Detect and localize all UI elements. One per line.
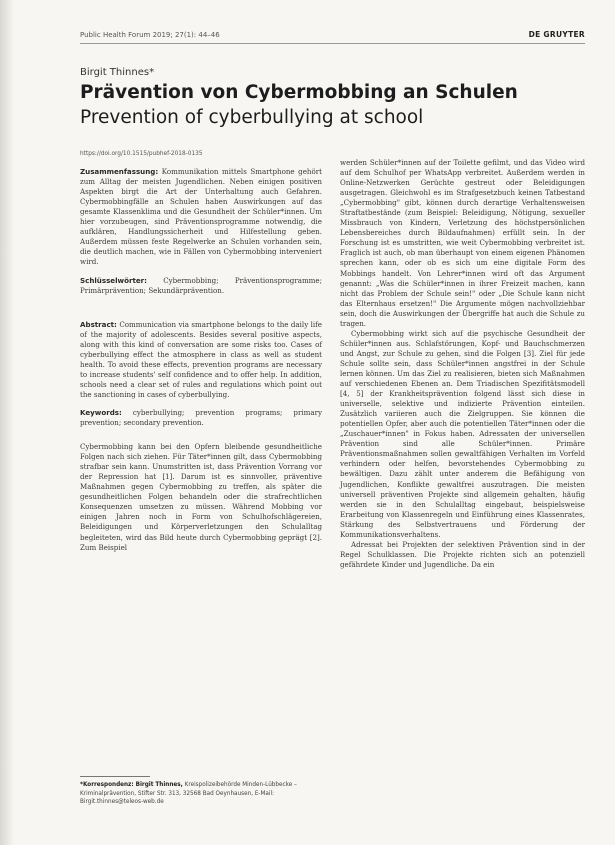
right-column (340, 158, 585, 570)
body-paragraph: Adressat bei Projekten der selektiven Prävention sind in der Regel Schulklassen. Die Projekte richten sich an potenziell gefährdete Kinder und Jugendliche. Da ein (340, 539, 585, 569)
footnote-label: *Korrespondenz: Birgit Thinnes, (80, 782, 183, 788)
title-german: Prävention von Cybermobbing an Schulen (80, 82, 518, 103)
body-paragraph: Cybermobbing kann bei den Opfern bleibende gesundheitliche Folgen nach sich ziehen. Für Täter*innen gilt, dass Cybermobbing strafbar sein kann. Unumstritten ist, dass Prävention Vorrang vor der Repression hat [1]. Darum ist es sinnvoller, präventive Maßnahmen gegen Cybermobbing zu treffen, als später die gesundheitlichen Folgen behandeln oder die strafrechtlichen Konsequenzen umsetzen zu müssen. Während Mobbing vor einigen Jahren noch in Form von Schulhofschlägereien, Beleidigungen und Körperverletzungen den Schulalltag begleiteten, wird das Bild heute durch Cybermobbing geprägt [2]. Zum Beispiel (80, 442, 322, 552)
keywords-german-label: Schlüsselwörter: (80, 275, 147, 285)
header-rule (80, 43, 585, 44)
keywords-german (80, 276, 322, 296)
abstract-english-label: Abstract: (80, 319, 117, 329)
journal-citation: Public Health Forum 2019; 27(1): 44–46 (80, 31, 220, 39)
abstract-german-text: Kommunikation mittels Smartphone gehört zum Alltag der meisten Jugendlichen. Neben einigen positiven Aspekten birgt die Art der Unterhaltung auch Gefahren. Cybermobbingfälle an Schulen haben Auswirkungen auf das gesamte Klassenklima und die Gesundheit der Schüler*innen. Um hier vorzubeugen, sind Präventionsprogramme notwendig, die aufklären, Handlungssicherheit und Hilfestellung geben. Außerdem müssen feste Regelwerke an Schulen vorhanden sein, die deutlich machen, wie in Fällen von Cybermobbing interveniert wird. (80, 167, 322, 267)
keywords-english (80, 408, 322, 428)
body-paragraph: Cybermobbing wirkt sich auf die psychische Gesundheit der Schüler*innen aus. Schlafstörungen, Kopf- und Bauchschmerzen und Angst, zur Schule zu gehen, sind die Folgen [3]. Ziel für jede Schule sollte sein, dass Schüler*innen angstfrei in der Schule lernen können. Um das Ziel zu realisieren, bieten sich Maßnahmen auf verschiedenen Ebenen an. Dem Triadischen Spezifitätsmodell [4, 5] der Krankheitsprävention folgend lässt sich diese in universelle, selektive und indizierte Prävention einteilen. Zusätzlich variieren auch die Zielgruppen. Sie können die potentiellen Opfer, aber auch die potentiellen Täter*innen oder die „Zuschauer*innen" in Fokus haben. Adressaten der universellen Prävention sind alle Schüler*innen. Primäre Präventionsmaßnahmen sollen gewaltfähigen Verhalten im Vorfeld verhindern oder helfen, bevorstehendes Cybermobbing zu bewältigen. Dazu zählt unter anderem die Befähigung von Jugendlichen, Konflikte gewaltfrei auszutragen. Die meisten universell präventiven Projekte sind allgemein gehalten, häufig werden sie in den Schulalltag eingebaut, beispielsweise Erarbeitung von Klassenregeln und Einführung eines Klassenrates, Stärkung des Selbstvertrauens und Förderung der Kommunikationsverhaltens. (340, 328, 585, 539)
keywords-english-label: Keywords: (80, 407, 122, 417)
author-name: Birgit Thinnes* (80, 67, 155, 78)
title-english: Prevention of cyberbullying at school (80, 107, 424, 128)
left-column (80, 149, 322, 553)
correspondence-footnote (80, 781, 325, 807)
footnote-text: Kreispolizeibehörde Minden-Lübbecke – Kriminalprävention, Stifter Str. 313, 32568 Bad Oeynhausen, E-Mail: Birgit.thinnes@teleos-web.de (80, 782, 297, 806)
doi-link[interactable]: https://doi.org/10.1515/pubhef-2018-0135 (80, 151, 203, 157)
body-paragraph: werden Schüler*innen auf der Toilette gefilmt, und das Video wird auf dem Schulhof per WhatsApp verbreitet. Außerdem werden in Online-Netzwerken Gerüchte gestreut oder Beleidigungen ausgetragen. Gleichwohl es im Strafgesetzbuch keinen Tatbestand „Cybermobbing" gibt, können durch derartige Verhaltensweisen Straftatbestände (zum Beispiel: Beleidigung, Nötigung, sexueller Missbrauch von Kindern, Verletzung des höchstpersönlichen Lebensbereiches durch Bildaufnahmen) erfüllt sein. In der Forschung ist es umstritten, wie weit Cybermobbing verbreitet ist. Fraglich ist auch, ob man überhaupt von einem eigenen Phänomen sprechen kann, oder ob es sich um eine digitale Form des Mobbings handelt. Von Lehrer*innen wird oft das Argument genannt: „Was die Schüler*innen in ihrer Freizeit machen, kann nicht das Problem der Schule sein!" oder „Die Schule kann nicht das Elternhaus ersetzen!" Die Argumente mögen nachvollziehbar sein, doch die Auswirkungen der Übergriffe hat auch die Schule zu tragen. (340, 158, 585, 328)
abstract-english (80, 320, 322, 400)
scan-shadow-edge (0, 0, 14, 845)
abstract-german (80, 167, 322, 267)
abstract-english-text: Communication via smartphone belongs to the daily life of the majority of adolescents. Besides several positive aspects, along with this kind of conversation are some risks too. Cases of cyberbullying effect the atmosphere in class as well as student health. To avoid these effects, prevention programs are necessary to increase students' self confidence and to offer help. In addition, schools need a clear set of rules and regulations which point out the sanctioning in cases of cyberbullying. (80, 319, 322, 399)
abstract-german-label: Zusammenfassung: (80, 167, 159, 177)
publisher-logo: DE GRUYTER (528, 30, 585, 39)
footnote-rule (80, 776, 150, 777)
keywords-german-text: Cybermobbing; Präventionsprogramme; Primärprävention; Sekundärprävention. (80, 275, 322, 295)
keywords-english-text: cyberbullying; prevention programs; primary prevention; secondary prevention. (80, 407, 322, 428)
